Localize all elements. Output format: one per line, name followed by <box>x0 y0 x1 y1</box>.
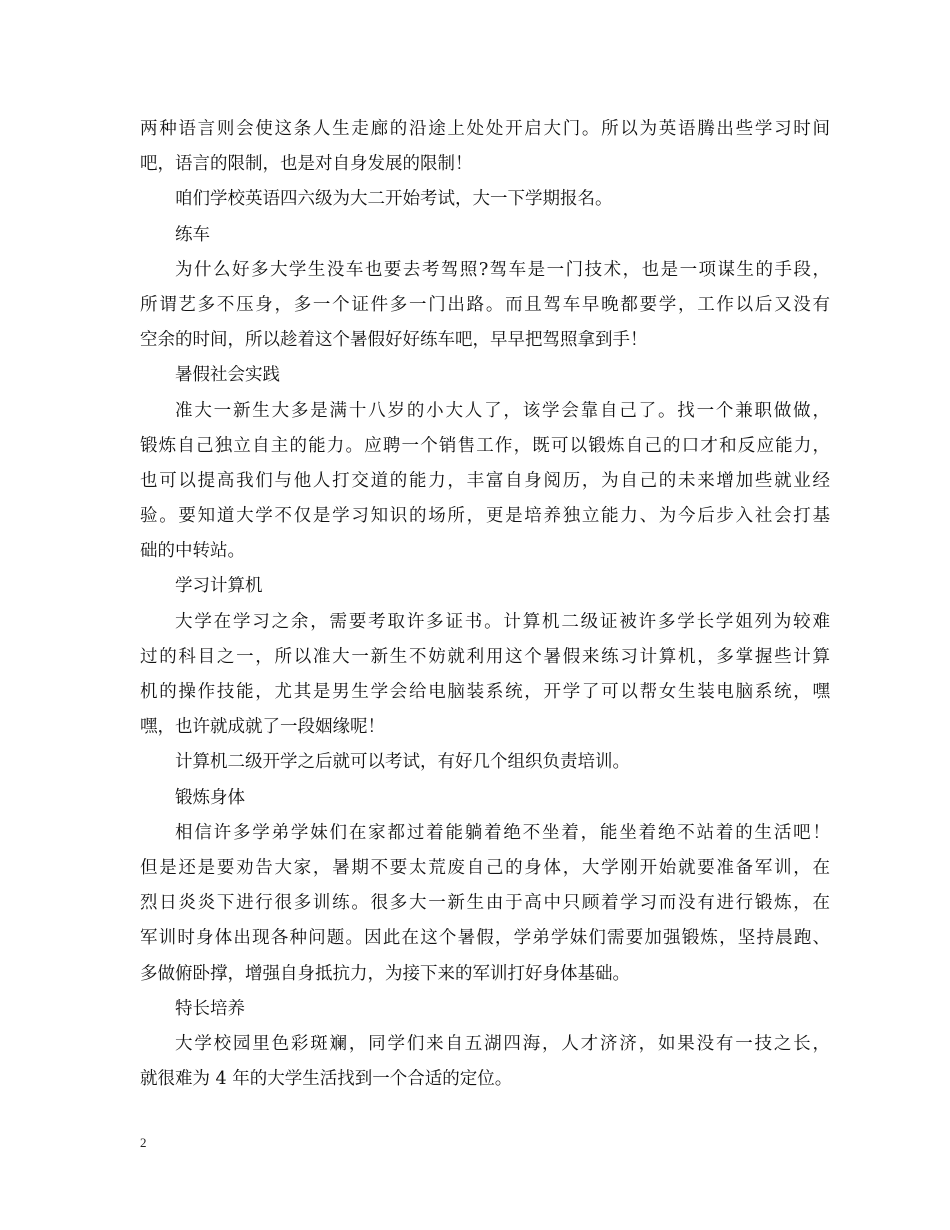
document-body <box>140 112 830 1097</box>
text-line: 大学在学习之余，需要考取许多证书。计算机二级证被许多学长学姐列为较难 <box>175 611 830 632</box>
text-line: 验。要知道大学不仅是学习知识的场所，更是培养独立能力、为今后步入社会打基 <box>140 506 830 527</box>
text-line: 但是还是要劝告大家，暑期不要太荒废自己的身体，大学刚开始就要准备军训，在 <box>140 857 830 878</box>
section-heading: 练车 <box>175 224 210 245</box>
section-heading: 锻炼身体 <box>175 787 245 808</box>
text-line: 两种语言则会使这条人生走廊的沿途上处处开启大门。所以为英语腾出些学习时间 <box>140 119 830 139</box>
text-line: 多做俯卧撑，增强自身抵抗力，为接下来的军训打好身体基础。 <box>140 963 630 984</box>
text-line: 准大一新生大多是满十八岁的小大人了，该学会靠自己了。找一个兼职做做， <box>175 400 830 421</box>
text-line: 也可以提高我们与他人打交道的能力，丰富自身阅历，为自己的未来增加些就业经 <box>140 470 830 491</box>
text-line: 所谓艺多不压身，多一个证件多一门出路。而且驾车早晚都要学，工作以后又没有 <box>140 294 830 315</box>
text-line: 嘿，也许就成就了一段姻缘呢！ <box>140 717 385 738</box>
text-line: 计算机二级开学之后就可以考试，有好几个组织负责培训。 <box>175 752 630 773</box>
text-line: 相信许多学弟学妹们在家都过着能躺着绝不坐着，能坐着绝不站着的生活吧！ <box>175 822 830 843</box>
text-line: 烈日炎炎下进行很多训练。很多大一新生由于高中只顾着学习而没有进行锻炼，在 <box>140 893 830 914</box>
text-line: 就很难为 4 年的大学生活找到一个合适的定位。 <box>140 1069 513 1090</box>
section-heading: 暑假社会实践 <box>175 365 280 386</box>
text-line: 锻炼自己独立自主的能力。应聘一个销售工作，既可以锻炼自己的口才和反应能力， <box>140 435 830 456</box>
text-line: 军训时身体出现各种问题。因此在这个暑假，学弟学妹们需要加强锻炼，坚持晨跑、 <box>140 928 830 949</box>
text-line: 空余的时间，所以趁着这个暑假好好练车吧，早早把驾照拿到手！ <box>140 330 648 351</box>
text-line: 大学校园里色彩斑斓，同学们来自五湖四海，人才济济，如果没有一技之长， <box>175 1033 830 1054</box>
text-line: 础的中转站。 <box>140 541 245 562</box>
text-line: 为什么好多大学生没车也要去考驾照?驾车是一门技术，也是一项谋生的手段， <box>175 259 830 280</box>
section-heading: 特长培养 <box>175 998 245 1019</box>
section-heading: 学习计算机 <box>175 576 263 597</box>
text-line: 机的操作技能，尤其是男生学会给电脑装系统，开学了可以帮女生装电脑系统，嘿 <box>140 682 830 702</box>
text-line: 过的科目之一，所以准大一新生不妨就利用这个暑假来练习计算机，多掌握些计算 <box>140 646 830 667</box>
page-number: 2 <box>140 1135 147 1150</box>
text-line: 咱们学校英语四六级为大二开始考试，大一下学期报名。 <box>175 189 613 210</box>
text-line: 吧，语言的限制，也是对自身发展的限制！ <box>140 154 473 175</box>
